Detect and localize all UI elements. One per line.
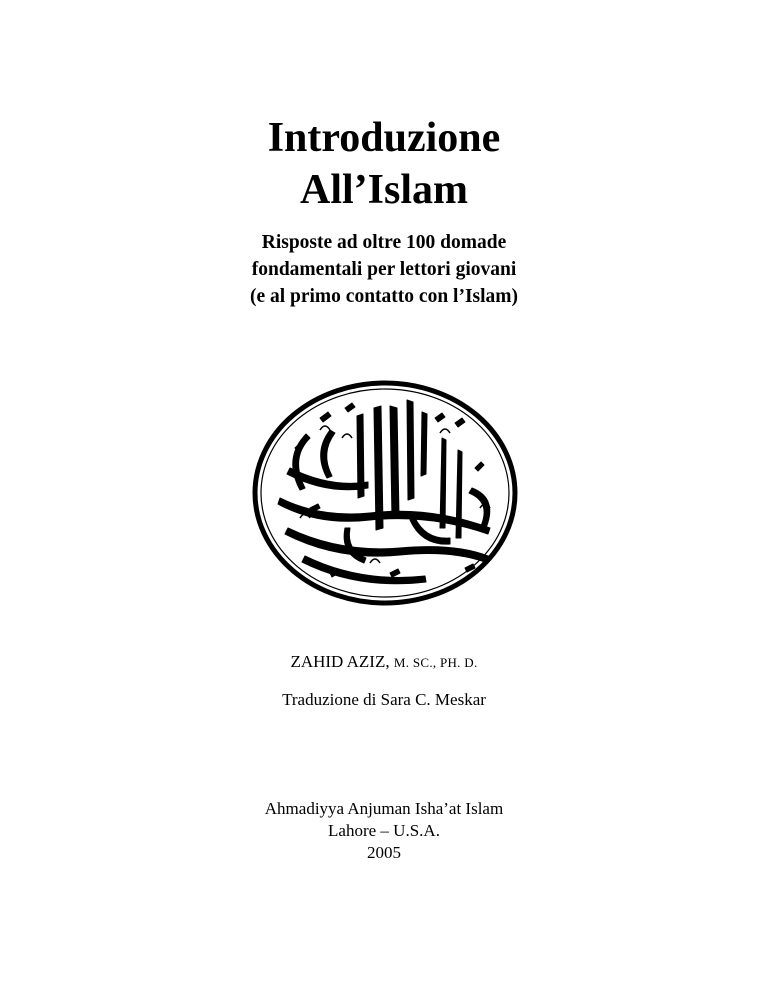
subtitle-line-1: Risposte ad oltre 100 domade [261,232,507,253]
book-title-line-2: All’Islam [300,167,468,213]
translator-line: Traduzione di Sara C. Meskar [282,690,486,709]
author-line [0,650,768,675]
author-credentials: M. SC., PH. D. [393,655,478,670]
subtitle-line-3: (e al primo contatto con l’Islam) [249,286,519,307]
publisher-block [0,798,768,864]
bismillah-calligraphy-seal-icon [250,378,520,608]
book-title [0,112,768,216]
book-title-line-1: Introduzione [267,115,501,161]
author-name: ZAHID AZIZ, [290,652,390,671]
publisher-location: Lahore – U.S.A. [328,821,440,840]
publication-year: 2005 [367,843,401,862]
book-subtitle [0,229,768,310]
publisher-name: Ahmadiyya Anjuman Isha’at Islam [264,799,504,818]
subtitle-line-2: fondamentali per lettori giovani [251,259,517,280]
